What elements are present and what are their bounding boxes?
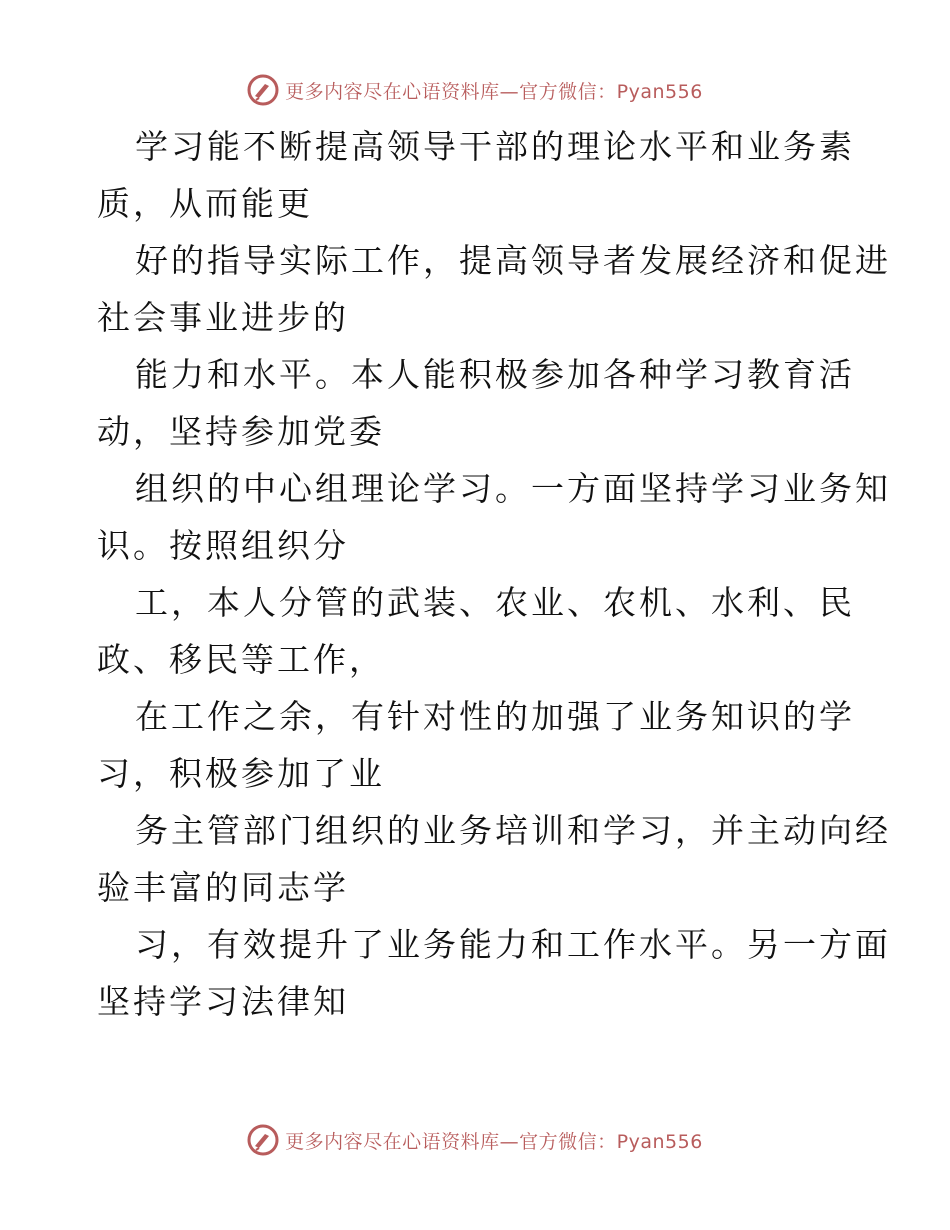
paragraph-line: 识。按照组织分 — [97, 526, 349, 565]
paragraph-line: 习，积极参加了业 — [97, 754, 385, 793]
paragraph-line: 动，坚持参加党委 — [97, 412, 385, 451]
paragraph-line: 质，从而能更 — [97, 184, 313, 223]
paragraph-3 — [97, 346, 877, 460]
paragraph-2 — [97, 232, 891, 346]
document-body — [97, 118, 891, 1030]
red-book-quill-logo-icon — [247, 74, 279, 106]
watermark-text: 更多内容尽在心语资料库—官方微信：Pyan556 — [285, 1130, 703, 1153]
paragraph-6 — [97, 688, 877, 802]
paragraph-8 — [97, 916, 891, 1030]
paragraph-line: 务主管部门组织的业务培训和学习，并主动向经 — [135, 811, 891, 850]
paragraph-line: 好的指导实际工作，提高领导者发展经济和促进 — [135, 241, 891, 280]
paragraph-line: 能力和水平。本人能积极参加各种学习教育活 — [135, 355, 855, 394]
paragraph-line: 习，有效提升了业务能力和工作水平。另一方面 — [135, 925, 891, 964]
paragraph-line: 工，本人分管的武装、农业、农机、水利、民 — [135, 583, 855, 622]
red-book-quill-logo-icon — [247, 1124, 279, 1156]
paragraph-line: 在工作之余，有针对性的加强了业务知识的学 — [135, 697, 855, 736]
paragraph-line: 政、移民等工作， — [97, 640, 385, 679]
paragraph-5 — [97, 574, 877, 688]
footer-watermark-banner — [0, 1120, 950, 1160]
paragraph-4 — [97, 460, 891, 574]
paragraph-line: 社会事业进步的 — [97, 298, 349, 337]
header-watermark-banner — [0, 70, 950, 110]
paragraph-line: 组织的中心组理论学习。一方面坚持学习业务知 — [135, 469, 891, 508]
watermark-text: 更多内容尽在心语资料库—官方微信：Pyan556 — [285, 80, 703, 103]
paragraph-line: 验丰富的同志学 — [97, 868, 349, 907]
paragraph-line: 坚持学习法律知 — [97, 982, 349, 1021]
paragraph-line: 学习能不断提高领导干部的理论水平和业务素 — [135, 127, 855, 166]
paragraph-1 — [97, 118, 877, 232]
paragraph-7 — [97, 802, 891, 916]
